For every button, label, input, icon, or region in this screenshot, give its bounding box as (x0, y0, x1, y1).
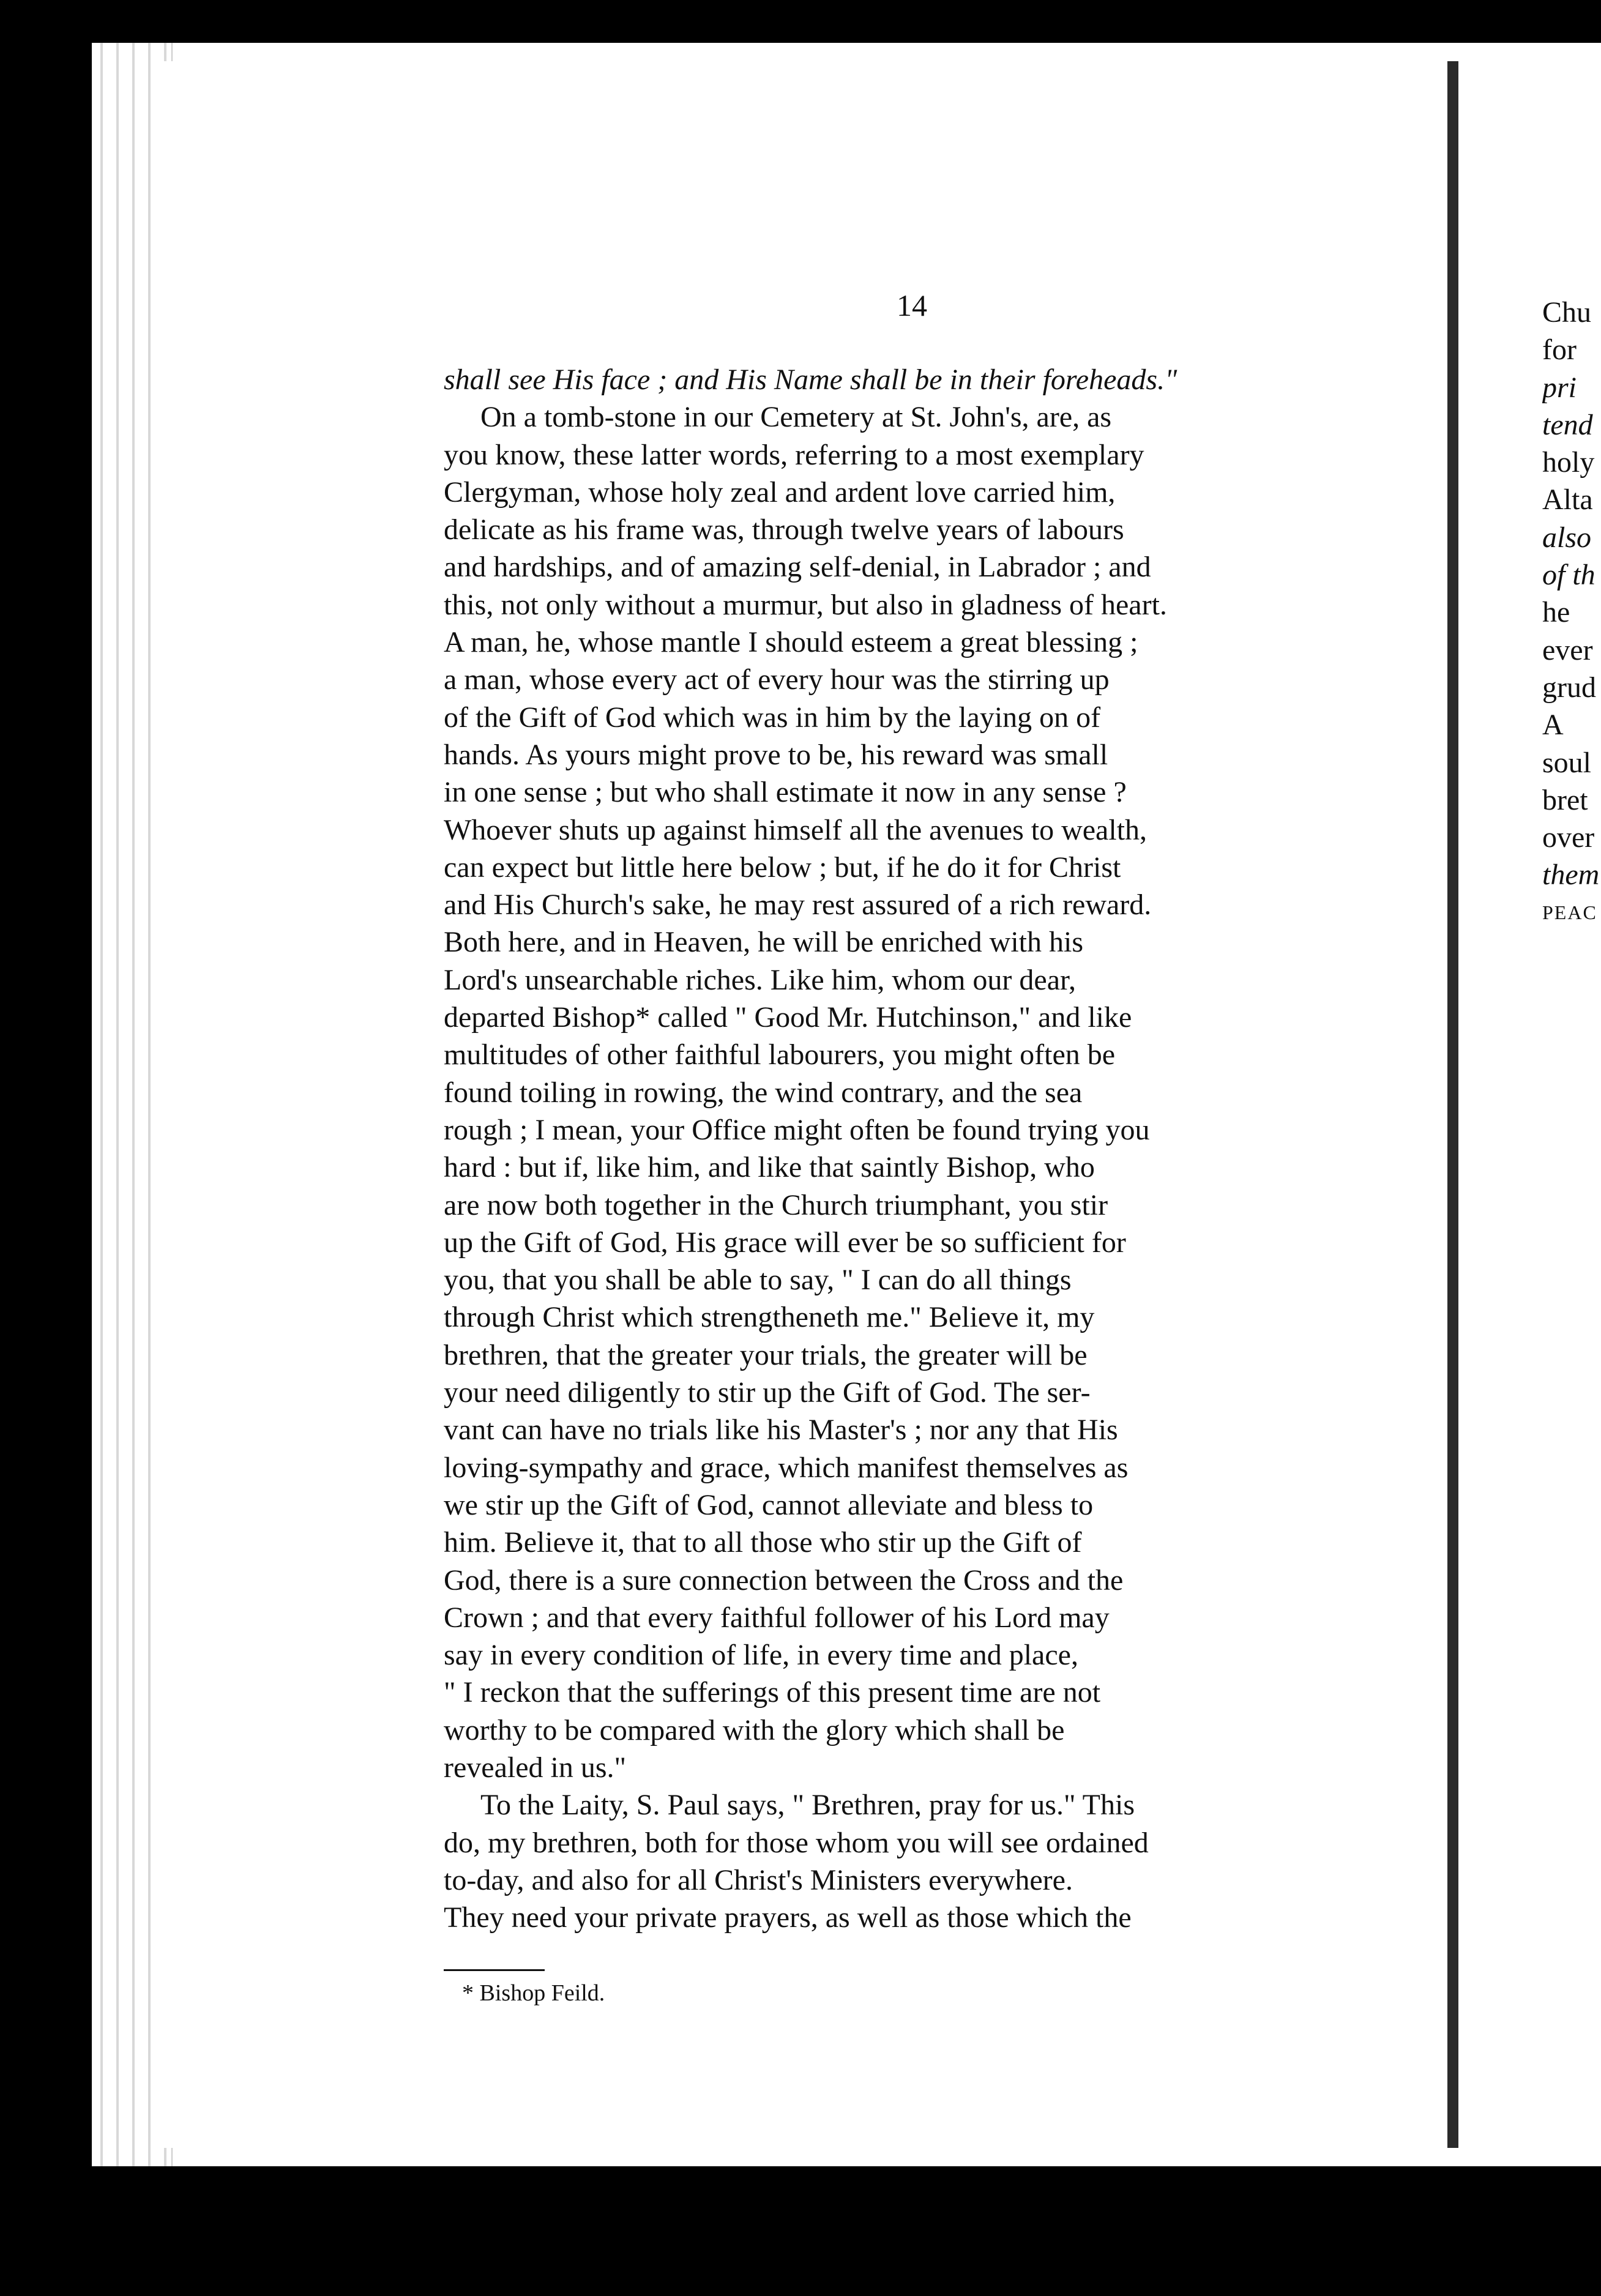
facing-page-line: A (1542, 709, 1564, 742)
facing-page-line: them (1542, 859, 1600, 892)
facing-page-line: he (1542, 596, 1570, 629)
body-text (444, 361, 1380, 1936)
text-line: you know, these latter words, referring to a most exemplary (444, 438, 1144, 471)
text-line: Whoever shuts up against himself all the avenues to wealth, (444, 813, 1148, 846)
text-line: in one sense ; but who shall estimate it now in any sense ? (444, 776, 1127, 809)
text-line: rough ; I mean, your Office might often be found trying you (444, 1113, 1150, 1146)
facing-page-line: tend (1542, 408, 1593, 441)
text-line: you, that you shall be able to say, " I can do all things (444, 1264, 1072, 1297)
text-line: hands. As yours might prove to be, his reward was small (444, 738, 1108, 771)
facing-page-text (1542, 294, 1601, 931)
text-line: and His Church's sake, he may rest assured of a rich reward. (444, 889, 1152, 922)
text-line: can expect but little here below ; but, if he do it for Christ (444, 851, 1121, 884)
text-line: Both here, and in Heaven, he will be enriched with his (444, 926, 1084, 959)
text-line: vant can have no trials like his Master's ; nor any that His (444, 1414, 1118, 1447)
facing-page-line: grud (1542, 671, 1596, 704)
text-line: found toiling in rowing, the wind contrary, and the sea (444, 1076, 1083, 1109)
text-line: we stir up the Gift of God, cannot alleviate and bless to (444, 1488, 1094, 1521)
text-line: up the Gift of God, His grace will ever be so sufficient for (444, 1226, 1126, 1259)
text-line: shall see His face ; and His Name shall be in their foreheads." (444, 363, 1177, 396)
text-line: A man, he, whose mantle I should esteem a great blessing ; (444, 626, 1138, 659)
text-line: They need your private prayers, as well as those which the (444, 1901, 1132, 1934)
facing-page-line: ever (1542, 633, 1593, 666)
text-line: To the Laity, S. Paul says, " Brethren, pray for us." This (480, 1789, 1135, 1822)
text-line: delicate as his frame was, through twelve years of labours (444, 513, 1124, 546)
text-line: of the Gift of God which was in him by the laying on of (444, 701, 1101, 734)
text-line: worthy to be compared with the glory which shall be (444, 1713, 1065, 1746)
facing-page-line: holy (1542, 446, 1595, 479)
text-line: this, not only without a murmur, but also in gladness of heart. (444, 588, 1167, 621)
text-line: through Christ which strengtheneth me." Believe it, my (444, 1301, 1095, 1334)
text-line: On a tomb-stone in our Cemetery at St. John's, are, as (480, 401, 1112, 434)
text-line: him. Believe it, that to all those who stir up the Gift of (444, 1526, 1082, 1559)
text-line: departed Bishop* called " Good Mr. Hutchinson," and like (444, 1001, 1132, 1034)
facing-page-line: also (1542, 521, 1592, 554)
page-number: 14 (897, 288, 927, 322)
text-line: loving-sympathy and grace, which manifest themselves as (444, 1451, 1129, 1484)
facing-page-line: for (1542, 334, 1577, 367)
text-line: say in every condition of life, in every time and place, (444, 1639, 1078, 1672)
footnote-rule (444, 1969, 545, 1971)
facing-page-line: PEAC (1542, 901, 1597, 923)
text-line: a man, whose every act of every hour was the stirring up (444, 663, 1110, 696)
facing-page-line: of th (1542, 559, 1595, 592)
text-line: your need diligently to stir up the Gift of God. The ser- (444, 1376, 1091, 1409)
facing-page-line: over (1542, 821, 1595, 854)
text-line: Lord's unsearchable riches. Like him, whom our dear, (444, 963, 1077, 996)
text-line: Clergyman, whose holy zeal and ardent love carried him, (444, 475, 1116, 509)
facing-page-line: Alta (1542, 483, 1593, 516)
text-line: God, there is a sure connection between the Cross and the (444, 1564, 1124, 1597)
footnote: * Bishop Feild. (462, 1980, 605, 2006)
text-line: Crown ; and that every faithful follower of his Lord may (444, 1601, 1110, 1634)
text-line: and hardships, and of amazing self-denial, in Labrador ; and (444, 551, 1151, 584)
facing-page-line: bret (1542, 783, 1588, 816)
text-line: hard : but if, like him, and like that saintly Bishop, who (444, 1151, 1095, 1184)
facing-page-line: pri (1542, 371, 1577, 404)
text-line: multitudes of other faithful labourers, you might often be (444, 1038, 1116, 1072)
facing-page-line: soul (1542, 746, 1592, 779)
text-line: to-day, and also for all Christ's Ministers everywhere. (444, 1863, 1073, 1896)
text-line: brethren, that the greater your trials, the greater will be (444, 1338, 1088, 1371)
text-line: " I reckon that the sufferings of this present time are not (444, 1676, 1101, 1709)
book-gutter (1447, 61, 1458, 2148)
text-line: revealed in us." (444, 1751, 627, 1784)
text-line: are now both together in the Church triumphant, you stir (444, 1188, 1108, 1221)
text-line: do, my brethren, both for those whom you will see ordained (444, 1826, 1149, 1859)
facing-page-line: Chu (1542, 296, 1592, 329)
